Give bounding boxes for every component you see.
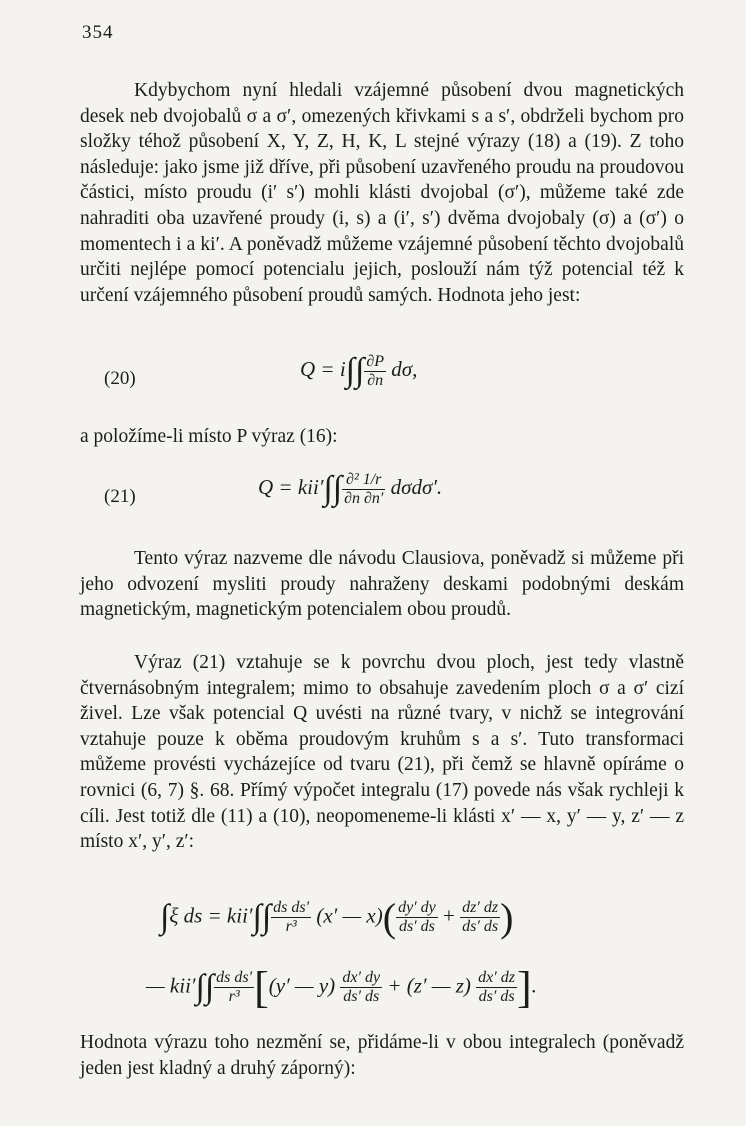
fraction: [214, 969, 254, 1006]
equation-xi-lhs: ξ ds = kii′: [169, 903, 253, 928]
fraction: [476, 969, 517, 1006]
integral-icon: ∫: [160, 898, 170, 936]
fraction-numerator: dx′ dy: [342, 969, 381, 986]
equation-21-number: (21): [104, 486, 136, 507]
plus-sign: +: [443, 903, 455, 928]
left-paren-icon: (: [382, 895, 397, 940]
fraction-numerator: ∂P: [366, 352, 384, 370]
fraction-numerator: ∂² 1/r: [342, 471, 385, 490]
fraction-denominator: ∂n ∂n′: [344, 489, 384, 507]
left-bracket-icon: [: [254, 963, 269, 1012]
term: + (z′ — z): [387, 973, 471, 998]
fraction: [396, 899, 438, 936]
paragraph-3: Tento výraz nazveme dle návodu Clausiova, poněvadž si můžeme při jeho odvození mysliti proudy nahraženy deskami podobnými deskám magnetickým, magnetickým potencialem obou proudů.: [80, 548, 684, 621]
term: (x′ — x): [316, 903, 383, 928]
fraction-numerator: dz′ dz: [462, 899, 499, 916]
equation-20-tail: dσ,: [391, 356, 418, 381]
fraction-denominator: ds′ ds: [343, 988, 380, 1005]
right-paren-icon: ): [500, 895, 514, 940]
paragraph-5: Hodnota výrazu toho nezmění se, přidáme-li v obou integralech (poněvadž jeden jest kladný a druhý záporný):: [80, 1032, 684, 1079]
fraction-denominator: ds′ ds: [462, 918, 499, 935]
double-integral-icon: ∫∫: [195, 968, 215, 1006]
equation-xi2-tail: .: [531, 973, 537, 998]
fraction-denominator: r³: [228, 988, 240, 1005]
page-number: 354: [82, 22, 114, 43]
right-bracket-icon: ]: [516, 963, 532, 1012]
equation-21-tail: dσdσ′.: [390, 474, 443, 499]
equation-21-lhs: Q = kii′: [258, 474, 324, 499]
equation-20-fraction: [364, 353, 386, 390]
fraction-numerator: ds ds′: [273, 899, 310, 916]
fraction-numerator: dy′ dy: [398, 899, 436, 916]
fraction-numerator: dx′ dz: [478, 969, 515, 986]
double-integral-icon: ∫∫: [323, 470, 343, 507]
paragraph-1: Kdybychom nyní hledali vzájemné působení dvou magnetických desek neb dvojobalů σ a σ′, omezených křivkami s a s′, obdrželi bychom pro složky téhož působení X, Y, Z, H, K, L stejné výrazy (18) a (19). Z toho následuje: jako jsme již dříve, při působení uzavřeného proudu na proudovou částici, místo proudu (i′ s′) mohli klásti dvojobal (σ′), můžeme také zde nahraditi oba uzavřené proudy (i, s) a (i′, s′) dvěma dvojobaly (σ) a (σ′) o momentech i a ki′. A poněvadž můžeme vzájemné působení těchto dvojobalů určiti nejlépe pomocí potencialu jejich, poslouží nám týž potencial též k určení vzájemného působení proudů samých. Hodnota jeho jest:: [80, 80, 684, 306]
fraction-denominator: ds′ ds: [478, 988, 515, 1005]
equation-xi-line-2: [146, 962, 537, 1013]
fraction-denominator: r³: [285, 918, 297, 935]
fraction-denominator: ∂n: [367, 371, 384, 389]
fraction: [460, 899, 500, 936]
equation-20-number: (20): [104, 368, 136, 389]
paragraph-4: Výraz (21) vztahuje se k povrchu dvou ploch, jest tedy vlastně čtvernásobným integralem; mimo to obsahuje zavedením ploch σ a σ′ cizí živel. Lze však potencial Q uvésti na různé tvary, v nichž se integrování vztahuje pouze k oběma proudovým kruhům s a s′. Tuto transformaci můžeme provésti vycházejíce od tvaru (21), při čemž se hlavně opíráme o rovnici (6, 7) §. 68. Přímý výpočet integralu (17) povede nás však rychleji k cíli. Jest totiž dle (11) a (10), neopomeneme-li klásti x′ — x, y′ — y, z′ — z místo x′, y′, z′:: [80, 652, 684, 853]
equation-20: [300, 352, 417, 390]
fraction: [340, 969, 382, 1006]
equation-21-fraction: [342, 471, 385, 508]
equation-21: [258, 470, 442, 508]
paragraph-2: a položíme-li místo P výraz (16):: [80, 426, 338, 447]
fraction-denominator: ds′ ds: [398, 918, 435, 935]
double-integral-icon: ∫∫: [252, 898, 272, 936]
equation-xi2-lhs: — kii′: [146, 973, 196, 998]
equation-xi-line-1: [160, 894, 513, 941]
fraction-numerator: ds ds′: [216, 969, 253, 986]
equation-20-lhs: Q = i: [300, 356, 346, 381]
double-integral-icon: ∫∫: [345, 352, 365, 389]
fraction: [271, 899, 311, 936]
term: (y′ — y): [268, 973, 336, 998]
